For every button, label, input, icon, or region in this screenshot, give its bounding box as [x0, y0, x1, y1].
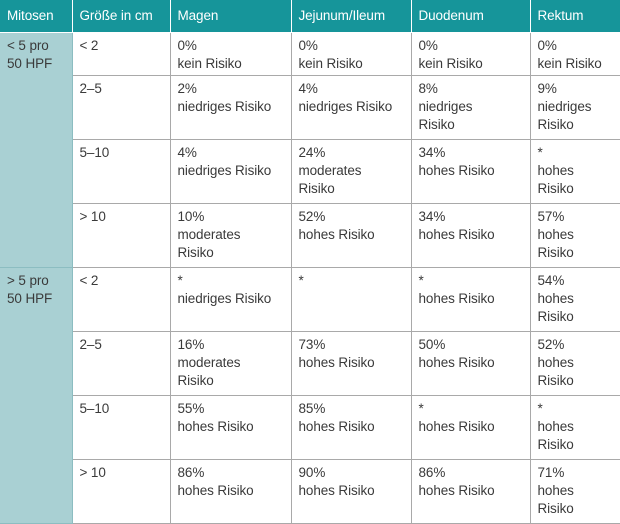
- risk-percent: 24%: [298, 145, 326, 160]
- risk-cell-duodenum: [411, 33, 530, 76]
- table-row: [0, 33, 620, 76]
- risk-cell-magen: [170, 396, 291, 460]
- risk-label: hohes Risiko: [418, 355, 495, 370]
- risk-cell-jejunum-ileum: [291, 204, 411, 268]
- risk-label: moderates: [177, 227, 241, 242]
- risk-label: Risiko: [298, 181, 335, 196]
- risk-percent: *: [298, 273, 304, 288]
- risk-cell-jejunum-ileum: [291, 140, 411, 204]
- risk-cell-magen: [170, 460, 291, 524]
- risk-label: kein Risiko: [418, 56, 483, 71]
- risk-label: Risiko: [177, 373, 214, 388]
- risk-label: hohes Risiko: [298, 355, 375, 370]
- risk-cell-duodenum: [411, 76, 530, 140]
- risk-label: Risiko: [418, 117, 455, 132]
- risk-label: niedriges Risiko: [177, 291, 272, 306]
- table-row: [0, 460, 620, 524]
- risk-cell-rektum: [530, 268, 620, 332]
- risk-cell-rektum: [530, 396, 620, 460]
- risk-percent: 0%: [537, 38, 557, 53]
- risk-cell-jejunum-ileum: [291, 460, 411, 524]
- risk-label: Risiko: [537, 117, 574, 132]
- header-row: [0, 0, 620, 33]
- risk-percent: 52%: [537, 337, 565, 352]
- table-row: [0, 76, 620, 140]
- size-cell: > 10: [72, 460, 170, 524]
- risk-label: Risiko: [537, 245, 574, 260]
- size-cell: < 2: [72, 33, 170, 76]
- risk-label: hohes Risiko: [418, 163, 495, 178]
- risk-cell-magen: [170, 204, 291, 268]
- risk-cell-magen: [170, 268, 291, 332]
- risk-percent: 2%: [177, 81, 197, 96]
- risk-label: niedriges: [418, 99, 473, 114]
- risk-percent: 52%: [298, 209, 326, 224]
- risk-cell-rektum: [530, 76, 620, 140]
- risk-label: Risiko: [177, 245, 214, 260]
- risk-percent: 90%: [298, 465, 326, 480]
- risk-cell-jejunum-ileum: [291, 332, 411, 396]
- risk-percent: 34%: [418, 209, 446, 224]
- risk-cell-magen: [170, 332, 291, 396]
- size-cell: 5–10: [72, 396, 170, 460]
- table-row: [0, 396, 620, 460]
- risk-cell-duodenum: [411, 268, 530, 332]
- risk-cell-jejunum-ileum: [291, 396, 411, 460]
- risk-label: kein Risiko: [537, 56, 602, 71]
- risk-label: niedriges Risiko: [298, 99, 393, 114]
- risk-label: hohes: [537, 483, 574, 498]
- risk-label: hohes Risiko: [418, 419, 495, 434]
- risk-label: hohes: [537, 163, 574, 178]
- header-groesse: Größe in cm: [72, 0, 170, 33]
- risk-percent: 54%: [537, 273, 565, 288]
- risk-percent: 10%: [177, 209, 205, 224]
- mitosen-label-line: < 5 pro: [7, 38, 49, 53]
- risk-label: hohes: [537, 355, 574, 370]
- header-jejunum-ileum: Jejunum/Ileum: [291, 0, 411, 33]
- mitosen-label-line: 50 HPF: [7, 56, 53, 71]
- risk-label: hohes Risiko: [418, 291, 495, 306]
- risk-percent: 9%: [537, 81, 557, 96]
- risk-cell-magen: [170, 140, 291, 204]
- risk-label: hohes Risiko: [298, 483, 375, 498]
- risk-percent: 73%: [298, 337, 326, 352]
- risk-cell-duodenum: [411, 204, 530, 268]
- risk-label: hohes Risiko: [298, 227, 375, 242]
- risk-label: hohes Risiko: [177, 483, 254, 498]
- risk-cell-rektum: [530, 140, 620, 204]
- risk-label: hohes Risiko: [418, 227, 495, 242]
- risk-label: kein Risiko: [298, 56, 363, 71]
- risk-cell-duodenum: [411, 460, 530, 524]
- risk-percent: *: [537, 401, 543, 416]
- size-cell: 2–5: [72, 332, 170, 396]
- risk-percent: 4%: [177, 145, 197, 160]
- risk-label: Risiko: [537, 373, 574, 388]
- header-magen: Magen: [170, 0, 291, 33]
- risk-label: niedriges Risiko: [177, 163, 272, 178]
- table-body: [0, 33, 620, 524]
- risk-cell-rektum: [530, 332, 620, 396]
- size-cell: 2–5: [72, 76, 170, 140]
- table-row: [0, 204, 620, 268]
- risk-label: hohes: [537, 227, 574, 242]
- table-row: [0, 332, 620, 396]
- risk-label: niedriges: [537, 99, 592, 114]
- risk-percent: 50%: [418, 337, 446, 352]
- risk-label: hohes: [537, 419, 574, 434]
- risk-cell-magen: [170, 76, 291, 140]
- risk-cell-duodenum: [411, 140, 530, 204]
- table-row: [0, 268, 620, 332]
- risk-percent: 0%: [177, 38, 197, 53]
- risk-percent: 0%: [418, 38, 438, 53]
- risk-label: moderates: [298, 163, 362, 178]
- risk-cell-jejunum-ileum: [291, 33, 411, 76]
- size-cell: 5–10: [72, 140, 170, 204]
- risk-percent: *: [177, 273, 183, 288]
- risk-cell-rektum: [530, 33, 620, 76]
- risk-label: hohes Risiko: [418, 483, 495, 498]
- risk-label: hohes Risiko: [298, 419, 375, 434]
- header-duodenum: Duodenum: [411, 0, 530, 33]
- risk-cell-rektum: [530, 460, 620, 524]
- risk-label: Risiko: [537, 437, 574, 452]
- mitosen-label-line: 50 HPF: [7, 291, 53, 306]
- risk-percent: 0%: [298, 38, 318, 53]
- risk-label: moderates: [177, 355, 241, 370]
- risk-label: niedriges Risiko: [177, 99, 272, 114]
- risk-cell-jejunum-ileum: [291, 268, 411, 332]
- risk-percent: 86%: [177, 465, 205, 480]
- risk-cell-magen: [170, 33, 291, 76]
- risk-label: hohes: [537, 291, 574, 306]
- risk-percent: *: [537, 145, 543, 160]
- risk-percent: 57%: [537, 209, 565, 224]
- risk-cell-rektum: [530, 204, 620, 268]
- risk-label: Risiko: [537, 309, 574, 324]
- mitosen-group-cell: [0, 33, 72, 268]
- size-cell: < 2: [72, 268, 170, 332]
- risk-label: hohes Risiko: [177, 419, 254, 434]
- risk-percent: *: [418, 273, 424, 288]
- risk-cell-duodenum: [411, 332, 530, 396]
- risk-percent: 71%: [537, 465, 565, 480]
- risk-label: kein Risiko: [177, 56, 242, 71]
- risk-percent: 55%: [177, 401, 205, 416]
- risk-percent: 85%: [298, 401, 326, 416]
- risk-percent: 4%: [298, 81, 318, 96]
- mitosen-group-cell: [0, 268, 72, 524]
- risk-percent: 16%: [177, 337, 205, 352]
- mitosen-label-line: > 5 pro: [7, 273, 49, 288]
- risk-label: Risiko: [537, 181, 574, 196]
- risk-percent: 8%: [418, 81, 438, 96]
- risk-percent: *: [418, 401, 424, 416]
- header-rektum: Rektum: [530, 0, 620, 33]
- risk-cell-duodenum: [411, 396, 530, 460]
- header-mitosen: Mitosen: [0, 0, 72, 33]
- table-row: [0, 140, 620, 204]
- risk-label: Risiko: [537, 501, 574, 516]
- risk-percent: 86%: [418, 465, 446, 480]
- risk-percent: 34%: [418, 145, 446, 160]
- size-cell: > 10: [72, 204, 170, 268]
- risk-cell-jejunum-ileum: [291, 76, 411, 140]
